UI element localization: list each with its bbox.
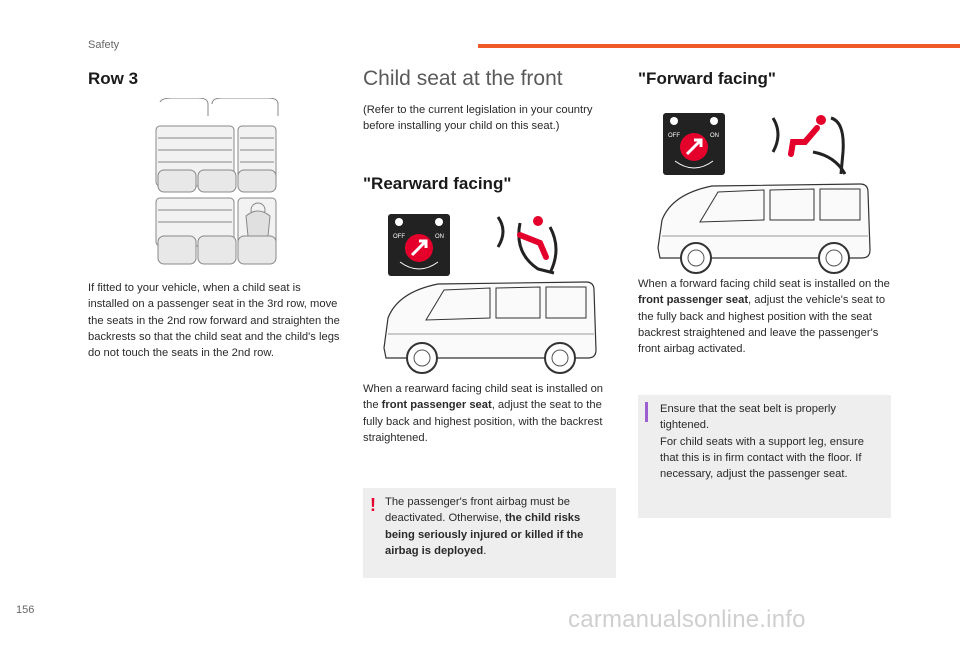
info-icon (645, 402, 648, 422)
forward-child-seat-icon (765, 112, 860, 178)
rearward-child-seat-icon (490, 213, 570, 278)
section-accent-bar (478, 44, 960, 48)
airbag-on-label-icon (663, 113, 725, 175)
airbag-off-label-icon (388, 214, 450, 276)
section-label: Safety (88, 39, 120, 51)
rearward-facing-heading: "Rearward facing" (363, 174, 512, 193)
legislation-note: (Refer to the current legislation in your country before installing your child on this seat.) (363, 104, 593, 133)
airbag-warning-text: The passenger's front airbag must be deactivated. Otherwise, the child risks being seriously injured or killed if the airbag is deployed. (385, 496, 584, 557)
rearward-paragraph: When a rearward facing child seat is installed on the front passenger seat, adjust the seat to the fully back and highest position, with the backrest straightened. (363, 383, 604, 444)
child-seat-front-heading: Child seat at the front (363, 67, 563, 90)
row3-heading: Row 3 (88, 69, 139, 88)
van-illustration-forward (652, 180, 874, 276)
forward-facing-heading: "Forward facing" (638, 69, 776, 88)
watermark: carmanualsonline.info (568, 606, 806, 633)
seat-belt-info-text: Ensure that the seat belt is properly tightened. For child seats with a support leg, ensure that this is in firm contact with the floor. If necessary, adjust the passenger seat. (660, 403, 864, 481)
page-number: 156 (16, 604, 35, 616)
svg-text:OFF: OFF (393, 234, 405, 240)
row3-seats-illustration (150, 98, 284, 270)
row3-paragraph: If fitted to your vehicle, when a child seat is installed on a passenger seat in the 3rd row, move the seats in the 2nd row forward and straighten the backrests so that the child seat and the child's legs do not touch the seats in the 2nd row. (88, 282, 340, 360)
svg-text:ON: ON (710, 133, 719, 139)
warning-icon: ! (370, 495, 376, 515)
van-illustration (378, 278, 600, 376)
svg-text:OFF: OFF (668, 133, 680, 139)
svg-text:ON: ON (435, 234, 444, 240)
forward-paragraph: When a forward facing child seat is installed on the front passenger seat, adjust the vehicle's seat to the fully back and highest position with the seat backrest straightened and leave the passenger's front airbag activated. (638, 278, 890, 356)
